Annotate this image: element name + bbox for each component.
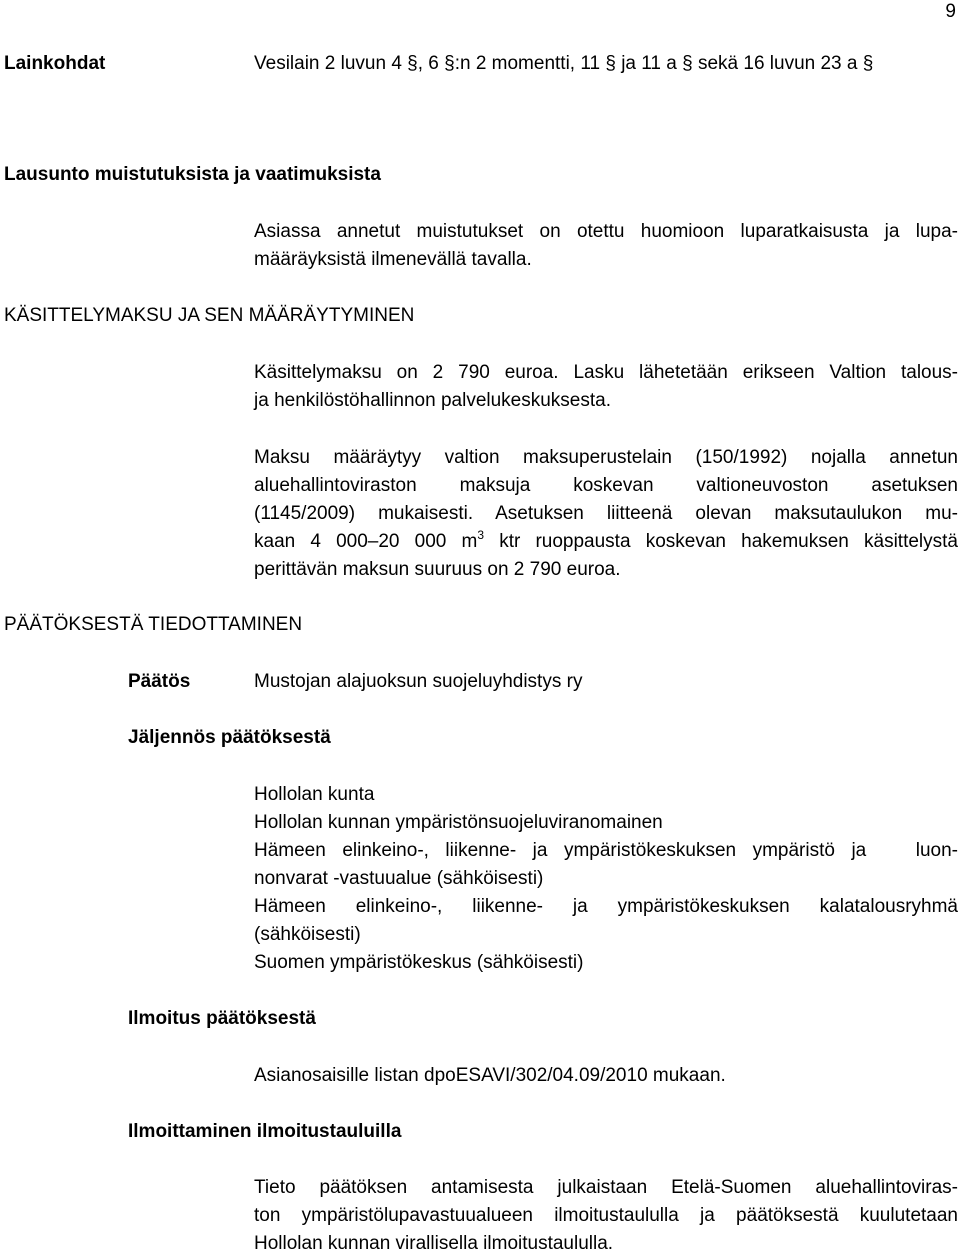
- list-item: nonvarat -vastuualue (sähköisesti): [254, 868, 544, 889]
- page-number: 9: [945, 1, 956, 22]
- lainkohdat-label: Lainkohdat: [4, 53, 106, 74]
- text-line: [254, 528, 958, 556]
- list-item: Hämeen elinkeino-, liikenne- ja ympäristökeskuksen ympäristö ja luon-: [254, 840, 958, 861]
- lausunto-heading: Lausunto muistutuksista ja vaatimuksista: [4, 164, 381, 185]
- lausunto-paragraph: [254, 218, 958, 274]
- list-item: Hollolan kunta: [254, 784, 375, 805]
- superscript: 3: [477, 528, 485, 542]
- text-line: perittävän maksun suuruus on 2 790 euroa.: [254, 559, 621, 580]
- kasittelymaksu-paragraph-1: [254, 359, 958, 415]
- paatos-value: Mustojan alajuoksun suojeluyhdistys ry: [254, 671, 583, 692]
- text-line: (1145/2009) mukaisesti. Asetuksen liitteenä olevan maksutaulukon mu-: [254, 503, 958, 524]
- text-line: ja henkilöstöhallinnon palvelukeskuksesta.: [254, 390, 612, 411]
- text-line: aluehallintoviraston maksuja koskevan valtioneuvoston asetuksen: [254, 475, 958, 496]
- text-line: Hollolan kunnan virallisella ilmoitustaululla.: [254, 1233, 614, 1254]
- lainkohdat-text: Vesilain 2 luvun 4 §, 6 §:n 2 momentti, 11 § ja 11 a § sekä 16 luvun 23 a §: [254, 53, 874, 74]
- ilmoitus-value: Asianosaisille listan dpoESAVI/302/04.09/2010 mukaan.: [254, 1065, 726, 1086]
- text-line: Asiassa annetut muistutukset on otettu huomioon luparatkaisusta ja lupa-: [254, 221, 958, 242]
- list-item: Hämeen elinkeino-, liikenne- ja ympäristökeskuksen kalatalousryhmä: [254, 896, 958, 917]
- text-line: määräyksistä ilmenevällä tavalla.: [254, 249, 532, 270]
- jaljennos-list: [254, 781, 958, 977]
- ilmoitus-label: Ilmoitus päätöksestä: [128, 1008, 316, 1029]
- kasittelymaksu-heading: KÄSITTELYMAKSU JA SEN MÄÄRÄYTYMINEN: [4, 305, 415, 326]
- text-fragment: kaan 4 000–20 000 m: [254, 531, 478, 552]
- text-line: Maksu määräytyy valtion maksuperustelain (150/1992) nojalla annetun: [254, 447, 958, 468]
- text-line: ton ympäristölupavastuualueen ilmoitustaululla ja päätöksestä kuulutetaan: [254, 1205, 958, 1226]
- paatos-label: Päätös: [128, 671, 191, 692]
- ilmoittaminen-paragraph: [254, 1174, 958, 1258]
- jaljennos-label: Jäljennös päätöksestä: [128, 727, 331, 748]
- text-line: Käsittelymaksu on 2 790 euroa. Lasku lähetetään erikseen Valtion talous-: [254, 362, 958, 383]
- kasittelymaksu-paragraph-2: [254, 444, 958, 584]
- tiedottaminen-heading: PÄÄTÖKSESTÄ TIEDOTTAMINEN: [4, 614, 303, 635]
- list-item: Suomen ympäristökeskus (sähköisesti): [254, 952, 584, 973]
- ilmoittaminen-label: Ilmoittaminen ilmoitustauluilla: [128, 1121, 402, 1142]
- text-line: Tieto päätöksen antamisesta julkaistaan Etelä-Suomen aluehallintoviras-: [254, 1177, 958, 1198]
- list-item: Hollolan kunnan ympäristönsuojeluviranomainen: [254, 812, 663, 833]
- list-item: (sähköisesti): [254, 924, 361, 945]
- text-fragment: ktr ruoppausta koskevan hakemuksen käsittelystä: [484, 531, 958, 552]
